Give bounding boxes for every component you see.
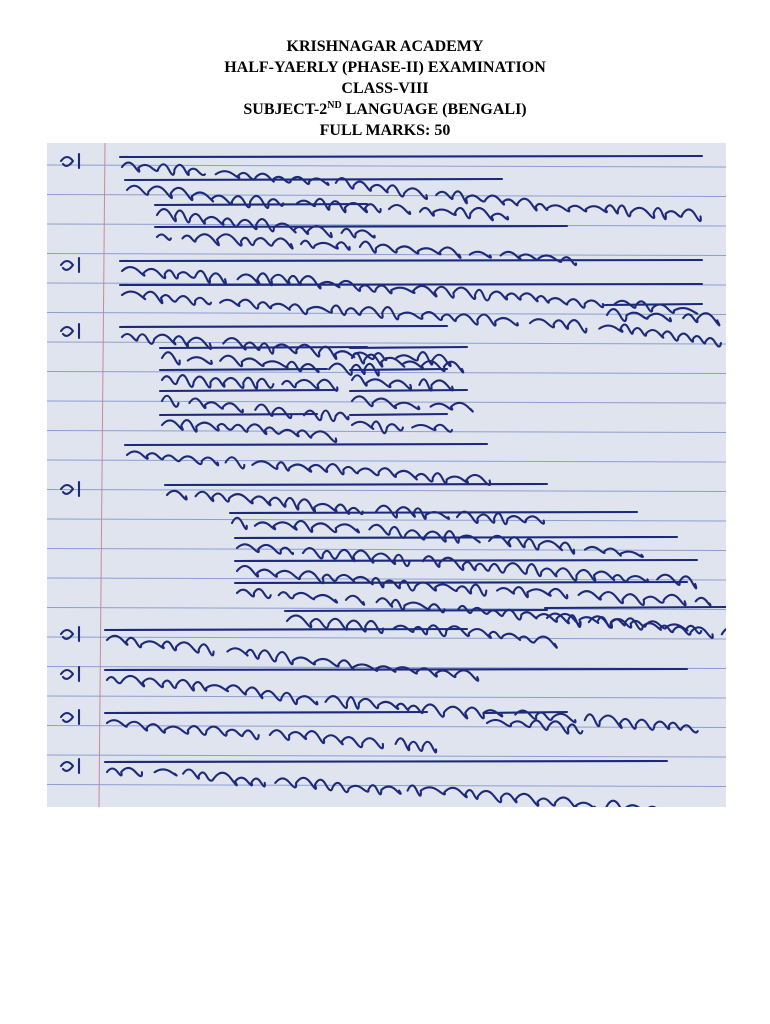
question-number-mark <box>61 258 79 272</box>
handwriting-line <box>237 566 710 605</box>
ruled-line <box>47 637 726 639</box>
handwriting-line <box>122 163 714 222</box>
handwriting-headline <box>160 347 367 348</box>
handwriting-line <box>127 451 490 485</box>
handwriting-line <box>107 768 684 807</box>
handwriting-headline <box>120 284 702 285</box>
handwriting-line <box>547 614 726 641</box>
handwriting-line <box>107 720 436 752</box>
handwriting-headline <box>155 204 367 205</box>
handwriting-headline <box>105 669 687 670</box>
handwriting-line <box>352 375 453 390</box>
handwriting-headline <box>230 512 637 513</box>
handwriting-headline <box>160 369 327 370</box>
ruled-line <box>47 490 726 492</box>
question-number-mark <box>61 482 79 496</box>
question-number-mark <box>61 324 79 338</box>
handwriting-line <box>122 292 721 347</box>
handwriting-headline <box>235 560 697 561</box>
subject-suffix: LANGUAGE (BENGALI) <box>341 101 527 118</box>
handwriting-headline <box>350 347 467 348</box>
full-marks: FULL MARKS: 50 <box>319 122 451 139</box>
ruled-line <box>47 372 726 374</box>
handwriting-headline <box>105 761 667 762</box>
handwriting-headline <box>350 369 447 370</box>
handwriting-line <box>122 334 451 366</box>
question-number-mark <box>61 710 79 724</box>
handwriting-headline <box>350 414 447 415</box>
question-number-mark <box>61 759 79 773</box>
question-number-mark <box>61 154 79 168</box>
handwriting-headline <box>285 610 547 611</box>
exam-title: HALF-YAERLY (PHASE-II) EXAMINATION <box>224 59 546 76</box>
handwriting-headline <box>350 390 467 391</box>
handwriting-headline <box>155 226 567 227</box>
handwriting-line <box>607 309 719 325</box>
handwritten-question-sheet <box>47 143 726 807</box>
ruled-line <box>47 696 726 698</box>
handwriting-headline <box>485 712 567 713</box>
handwriting-line <box>352 396 473 411</box>
ruled-line <box>47 460 726 462</box>
question-number-mark <box>61 627 79 641</box>
ruled-line <box>47 755 726 757</box>
margin-line <box>99 143 105 807</box>
ruled-line <box>47 519 726 521</box>
ruled-line <box>47 313 726 315</box>
handwriting-line <box>107 676 698 733</box>
lined-paper-scribbles <box>47 143 726 807</box>
handwriting-line <box>287 615 557 647</box>
handwriting-headline <box>235 537 677 538</box>
handwriting-headline <box>125 444 487 445</box>
handwriting-headline <box>120 156 702 157</box>
subject-label <box>0 99 770 120</box>
handwriting-line <box>162 396 348 421</box>
handwriting-headline <box>605 304 702 305</box>
exam-header <box>0 36 770 141</box>
class-label: CLASS-VIII <box>341 80 429 97</box>
subject-ordinal: ND <box>327 100 342 111</box>
handwriting-line <box>122 267 697 314</box>
handwriting-headline <box>235 582 687 583</box>
handwriting-headline <box>105 629 467 630</box>
handwriting-line <box>162 375 337 391</box>
subject-prefix: SUBJECT-2 <box>243 101 328 118</box>
ruled-line <box>47 254 726 256</box>
school-name: KRISHNAGAR ACADEMY <box>286 38 484 55</box>
handwriting-headline <box>545 607 726 608</box>
handwriting-headline <box>160 414 317 415</box>
handwriting-headline <box>125 179 502 180</box>
handwriting-headline <box>165 484 547 485</box>
ruled-line <box>47 549 726 551</box>
handwriting-line <box>157 209 375 237</box>
handwriting-headline <box>120 260 702 261</box>
handwriting-line <box>107 636 478 681</box>
handwriting-headline <box>160 390 337 391</box>
question-number-mark <box>61 667 79 681</box>
handwriting-headline <box>120 326 447 327</box>
handwriting-headline <box>105 712 427 713</box>
